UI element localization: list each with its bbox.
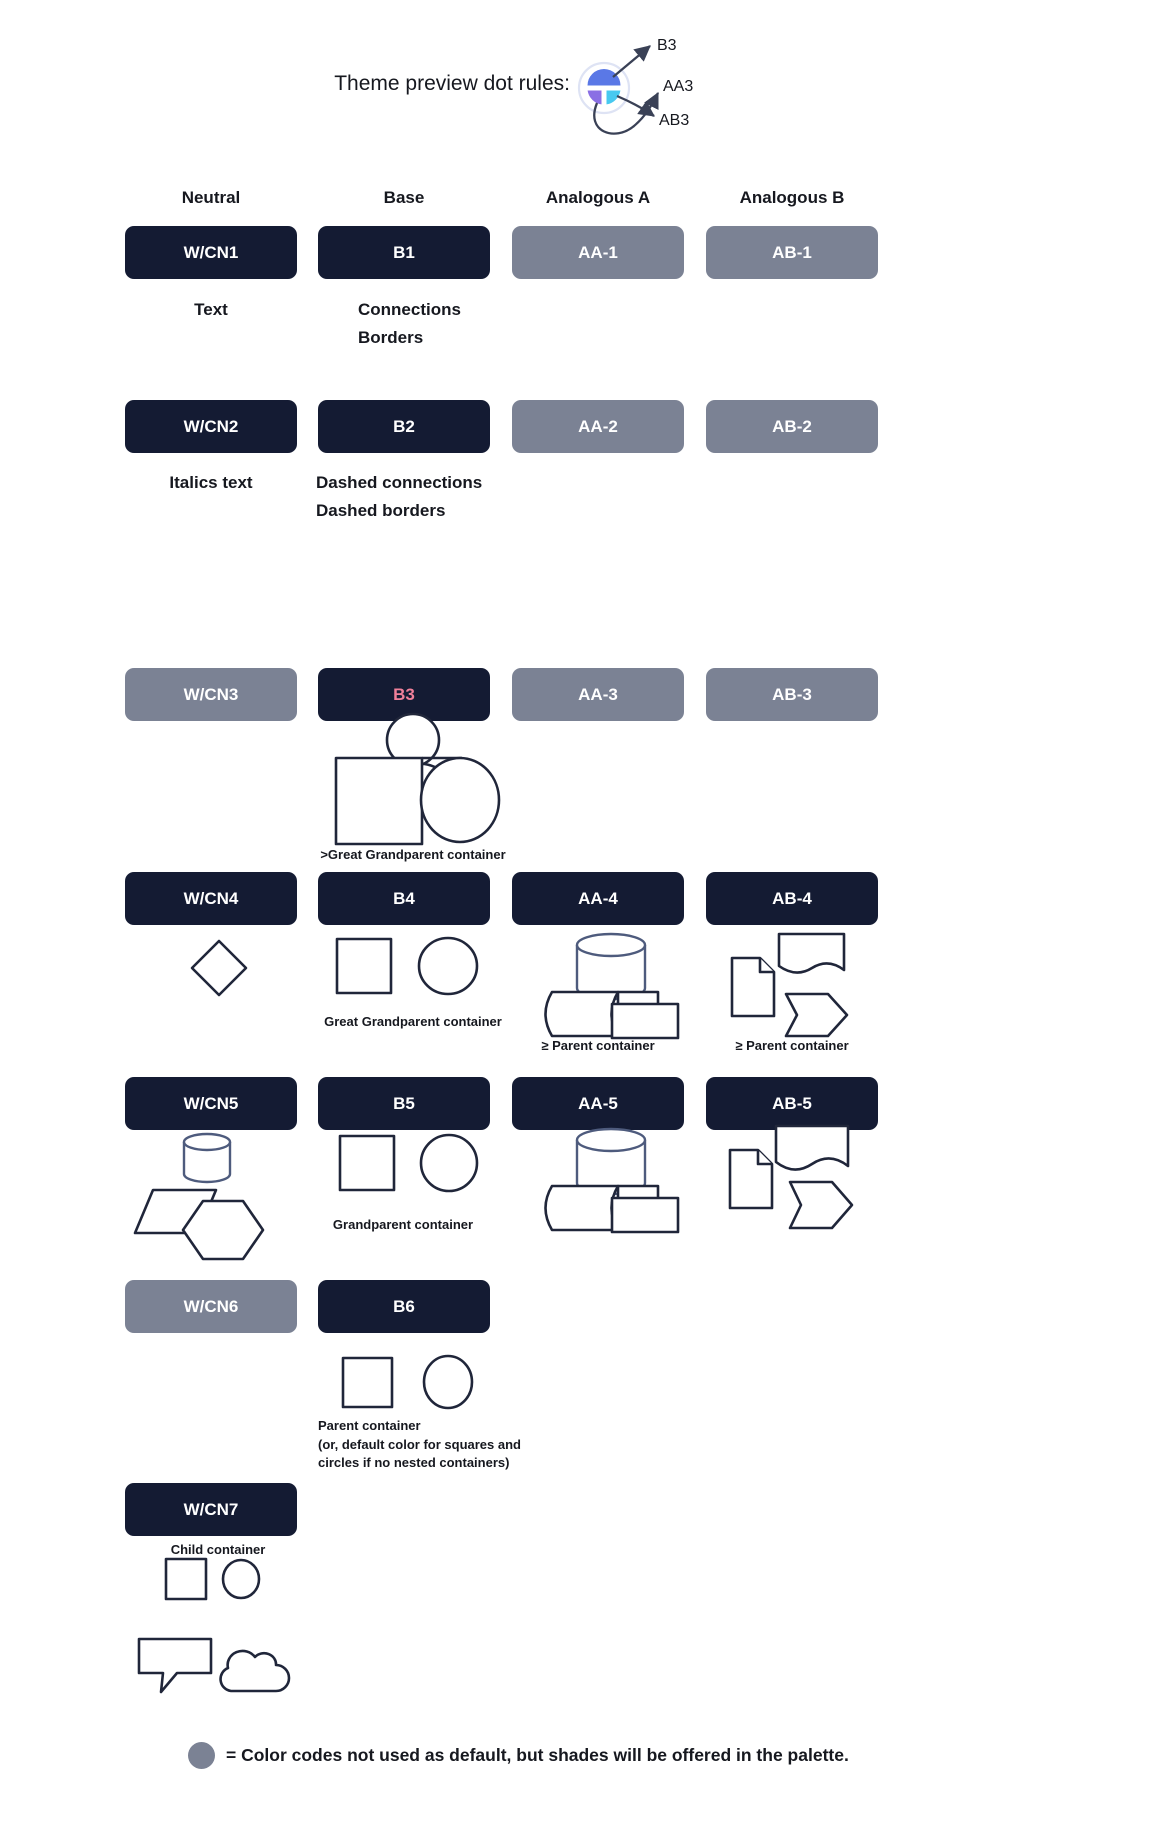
caption-line: Dashed borders bbox=[316, 501, 446, 520]
arrow-to-b3-icon bbox=[613, 46, 650, 77]
tape-icon bbox=[776, 1126, 848, 1170]
swatch-ab-2: AB-2 bbox=[706, 400, 878, 453]
tab-rectangle-icon bbox=[618, 992, 658, 1014]
caption-line: Parent container bbox=[318, 1418, 421, 1433]
dot-bottom-left-segment-icon bbox=[588, 91, 602, 105]
page-title: Theme preview dot rules: bbox=[334, 72, 570, 95]
swatch-aa-5: AA-5 bbox=[512, 1077, 684, 1130]
swatch-w-cn2: W/CN2 bbox=[125, 400, 297, 453]
swatch-ab-5: AB-5 bbox=[706, 1077, 878, 1130]
caption-base-6 bbox=[318, 1417, 558, 1473]
dot-target-label-aa3: AA3 bbox=[663, 78, 694, 95]
swatch-w-cn6: W/CN6 bbox=[125, 1280, 297, 1333]
circle-icon bbox=[424, 1356, 472, 1408]
diamond-icon bbox=[192, 941, 246, 995]
cloud-icon bbox=[221, 1651, 289, 1691]
arrow-to-ab3-icon bbox=[617, 96, 654, 116]
swatch-w-cn7: W/CN7 bbox=[125, 1483, 297, 1536]
circle-icon bbox=[223, 1560, 259, 1598]
footer-text: = Color codes not used as default, but shades will be offered in the palette. bbox=[226, 1745, 849, 1765]
square-icon bbox=[337, 939, 391, 993]
square-icon bbox=[336, 758, 422, 844]
b3-shapes bbox=[336, 714, 499, 844]
square-icon bbox=[340, 1136, 394, 1190]
caption-base-5: Grandparent container bbox=[332, 1217, 474, 1232]
swatch-w-cn5: W/CN5 bbox=[125, 1077, 297, 1130]
dot-target-label-b3: B3 bbox=[657, 37, 677, 54]
column-header-analogous-b: Analogous B bbox=[739, 188, 845, 207]
b5-shapes bbox=[340, 1135, 477, 1191]
caption-line: circles if no nested containers) bbox=[318, 1455, 510, 1470]
stored-data-icon bbox=[546, 992, 619, 1036]
caption-base-2 bbox=[316, 469, 556, 525]
cylinder-icon bbox=[577, 1129, 645, 1194]
aa5-shapes bbox=[546, 1129, 679, 1232]
b4-shapes bbox=[337, 938, 477, 994]
b6-shapes bbox=[343, 1356, 472, 1408]
swatch-ab-4: AB-4 bbox=[706, 872, 878, 925]
swatch-aa-3: AA-3 bbox=[512, 668, 684, 721]
caption-neutral-1: Text bbox=[194, 300, 228, 319]
tape-icon bbox=[779, 934, 844, 973]
cylinder-top-icon bbox=[577, 945, 645, 956]
stored-data-icon bbox=[546, 1186, 619, 1230]
column-header-base: Base bbox=[383, 188, 425, 207]
person-head-icon bbox=[387, 714, 439, 766]
caption-base-4: Great Grandparent container bbox=[324, 1014, 502, 1029]
ab4-shapes bbox=[732, 934, 847, 1036]
caption-line: Borders bbox=[358, 328, 424, 347]
person-body-icon bbox=[369, 763, 457, 810]
swatch-b1: B1 bbox=[318, 226, 490, 279]
swatch-ab-3: AB-3 bbox=[706, 668, 878, 721]
caption-neutral-2: Italics text bbox=[169, 473, 253, 492]
column-header-analogous-a: Analogous A bbox=[545, 188, 651, 207]
parallelogram-icon bbox=[135, 1190, 216, 1233]
rectangle-icon bbox=[612, 1004, 678, 1038]
swatch-b2: B2 bbox=[318, 400, 490, 453]
footer-note bbox=[188, 1742, 849, 1769]
square-icon bbox=[166, 1559, 206, 1599]
document-icon bbox=[732, 958, 774, 1016]
caption-line: Dashed connections bbox=[316, 473, 483, 492]
dot-ring-icon bbox=[579, 63, 629, 113]
document-icon bbox=[730, 1150, 772, 1208]
speech-bubble-icon bbox=[139, 1639, 211, 1692]
tab-rectangle-icon bbox=[618, 1186, 658, 1208]
circle-icon bbox=[421, 1135, 477, 1191]
cylinder-icon bbox=[184, 1134, 230, 1182]
swatch-b3: B3 bbox=[318, 668, 490, 721]
rectangle-icon bbox=[612, 1198, 678, 1232]
swatch-w-cn4: W/CN4 bbox=[125, 872, 297, 925]
swatch-b6: B6 bbox=[318, 1280, 490, 1333]
square-icon bbox=[343, 1358, 392, 1407]
column-header-neutral: Neutral bbox=[181, 188, 241, 207]
cylinder-top-icon bbox=[184, 1142, 230, 1150]
swatch-w-cn1: W/CN1 bbox=[125, 226, 297, 279]
hexagon-icon bbox=[183, 1201, 263, 1259]
aa4-shapes bbox=[546, 934, 679, 1038]
swatch-ab-1: AB-1 bbox=[706, 226, 878, 279]
caption-line: (or, default color for squares and bbox=[318, 1436, 521, 1452]
arrow-to-aa3-icon bbox=[594, 93, 658, 134]
swatch-b5: B5 bbox=[318, 1077, 490, 1130]
caption-base-1 bbox=[358, 296, 578, 352]
cylinder-top-icon bbox=[577, 1140, 645, 1151]
swatch-aa-4: AA-4 bbox=[512, 872, 684, 925]
preview-dot bbox=[579, 46, 658, 134]
dot-bottom-right-segment-icon bbox=[607, 91, 621, 105]
swatch-b4: B4 bbox=[318, 872, 490, 925]
gray-dot-icon bbox=[188, 1742, 215, 1769]
caption-ab-4: ≥ Parent container bbox=[735, 1038, 849, 1053]
circle-icon bbox=[421, 758, 499, 842]
document-fold-icon bbox=[758, 1150, 772, 1164]
caption-line: Connections bbox=[358, 300, 461, 319]
wcn7-shapes bbox=[139, 1559, 289, 1692]
dot-top-segment-icon bbox=[588, 69, 621, 85]
caption-neutral-7: Child container bbox=[170, 1542, 266, 1557]
caption-base-3: >Great Grandparent container bbox=[320, 847, 506, 862]
ab5-shapes bbox=[730, 1126, 852, 1228]
chevron-icon bbox=[790, 1182, 852, 1228]
swatch-aa-2: AA-2 bbox=[512, 400, 684, 453]
chevron-icon bbox=[786, 994, 847, 1036]
document-fold-icon bbox=[760, 958, 774, 972]
caption-aa-4: ≥ Parent container bbox=[541, 1038, 655, 1053]
dot-target-label-ab3: AB3 bbox=[659, 112, 690, 129]
circle-icon bbox=[419, 938, 477, 994]
wcn5-shapes bbox=[135, 1134, 263, 1259]
swatch-aa-1: AA-1 bbox=[512, 226, 684, 279]
swatch-w-cn3: W/CN3 bbox=[125, 668, 297, 721]
cylinder-icon bbox=[577, 934, 645, 999]
